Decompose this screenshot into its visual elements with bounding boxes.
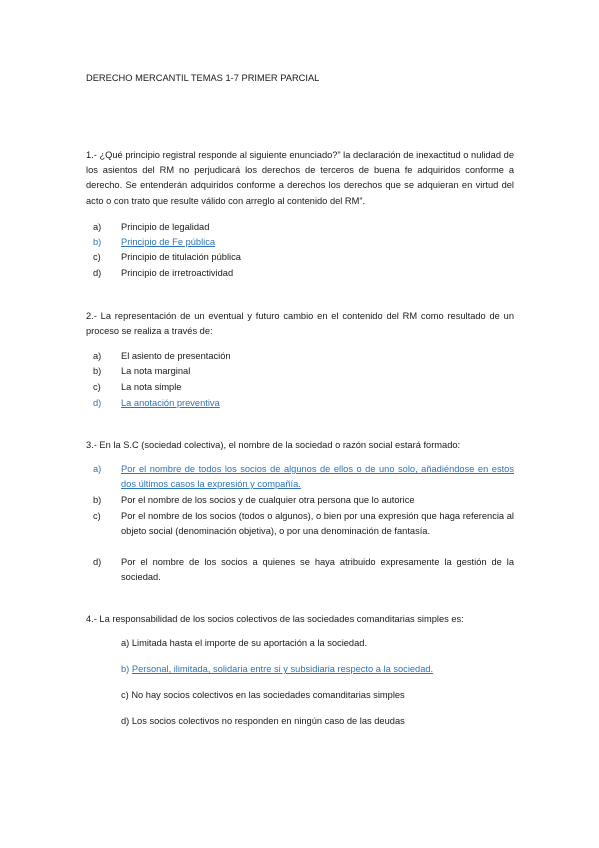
- question-1-option-c: [93, 250, 514, 265]
- option-label: c): [121, 690, 129, 700]
- option-label: c): [93, 511, 101, 521]
- question-2-option-a: [93, 349, 514, 364]
- question-3-option-a: [93, 462, 514, 492]
- question-3-option-c: [93, 509, 514, 539]
- option-label: a): [93, 351, 102, 361]
- question-2-text: 2.- La representación de un eventual y futuro cambio en el contenido del RM como resultado de un proceso se realiza a través de:: [86, 311, 514, 337]
- option-text: Principio de legalidad: [121, 222, 210, 232]
- question-2-option-c: [93, 380, 514, 395]
- option-label: d): [93, 398, 102, 408]
- option-label: b): [93, 237, 102, 247]
- option-text: Personal, ilimitada, solidaria entre si y subsidiaria respecto a la sociedad.: [131, 664, 434, 674]
- option-text: Principio de irretroactividad: [121, 268, 234, 278]
- question-2-option-d: [93, 396, 514, 411]
- option-label: c): [93, 252, 101, 262]
- option-label: d): [93, 557, 102, 567]
- question-4-text: 4.- La responsabilidad de los socios colectivos de las sociedades comanditarias simples es:: [86, 614, 464, 624]
- option-text: Por el nombre de los socios y de cualquier otra persona que lo autorice: [121, 495, 415, 505]
- option-label: d): [121, 716, 130, 726]
- question-1-text: 1.- ¿Qué principio registral responde al siguiente enunciado?” la declaración de inexactitud o nulidad de los asientos del RM no perjudicará los derechos de terceros de buena fe adquiridos conforme a derecho. Se entenderán adquiridos conforme a derechos los derechos que se adquieran en virtud del acto o con trato que resulte válido con arreglo al contenido del RM”.: [86, 150, 514, 206]
- option-text: Por el nombre de los socios a quienes se haya atribuido expresamente la gestión de la sociedad.: [121, 557, 514, 583]
- option-text: Limitada hasta el importe de su aportación a la sociedad.: [131, 638, 368, 648]
- option-label: a): [93, 464, 102, 474]
- question-3-text: 3.- En la S.C (sociedad colectiva), el nombre de la sociedad o razón social estará formado:: [86, 440, 461, 450]
- question-1-option-d: [93, 266, 514, 281]
- option-label: b): [93, 495, 102, 505]
- question-3-option-d: [93, 555, 514, 585]
- question-4-option-c: [121, 690, 405, 700]
- option-text: No hay socios colectivos en las sociedades comanditarias simples: [131, 690, 405, 700]
- option-text: Los socios colectivos no responden en ningún caso de las deudas: [131, 716, 405, 726]
- option-label: c): [93, 382, 101, 392]
- question-4-option-d: [121, 716, 405, 726]
- question-1-option-a: [93, 220, 514, 235]
- option-label: a): [93, 222, 102, 232]
- option-text: La nota simple: [121, 382, 182, 392]
- question-1-option-b: [93, 235, 514, 250]
- option-text: Por el nombre de todos los socios de algunos de ellos o de uno solo, añadiéndose en estos dos últimos casos la expresión y compañía.: [121, 464, 514, 490]
- option-label: b): [93, 366, 102, 376]
- option-text: Por el nombre de los socios (todos o algunos), o bien por una expresión que haga referencia al objeto social (denominación objetiva), o por una denominación de fantasía.: [121, 511, 514, 537]
- option-label: b): [121, 664, 130, 674]
- option-label: d): [93, 268, 102, 278]
- option-label: a): [121, 638, 130, 648]
- option-text: Principio de titulación pública: [121, 252, 241, 262]
- question-2-option-b: [93, 364, 514, 379]
- question-4-option-a: [121, 638, 367, 648]
- option-text: La anotación preventiva: [121, 398, 220, 408]
- question-4-option-b: [121, 664, 433, 674]
- option-text: La nota marginal: [121, 366, 191, 376]
- option-text: El asiento de presentación: [121, 351, 231, 361]
- option-text: Principio de Fe pública: [121, 237, 216, 247]
- document-title: DERECHO MERCANTIL TEMAS 1-7 PRIMER PARCIAL: [86, 73, 320, 83]
- question-3-option-b: [93, 493, 514, 508]
